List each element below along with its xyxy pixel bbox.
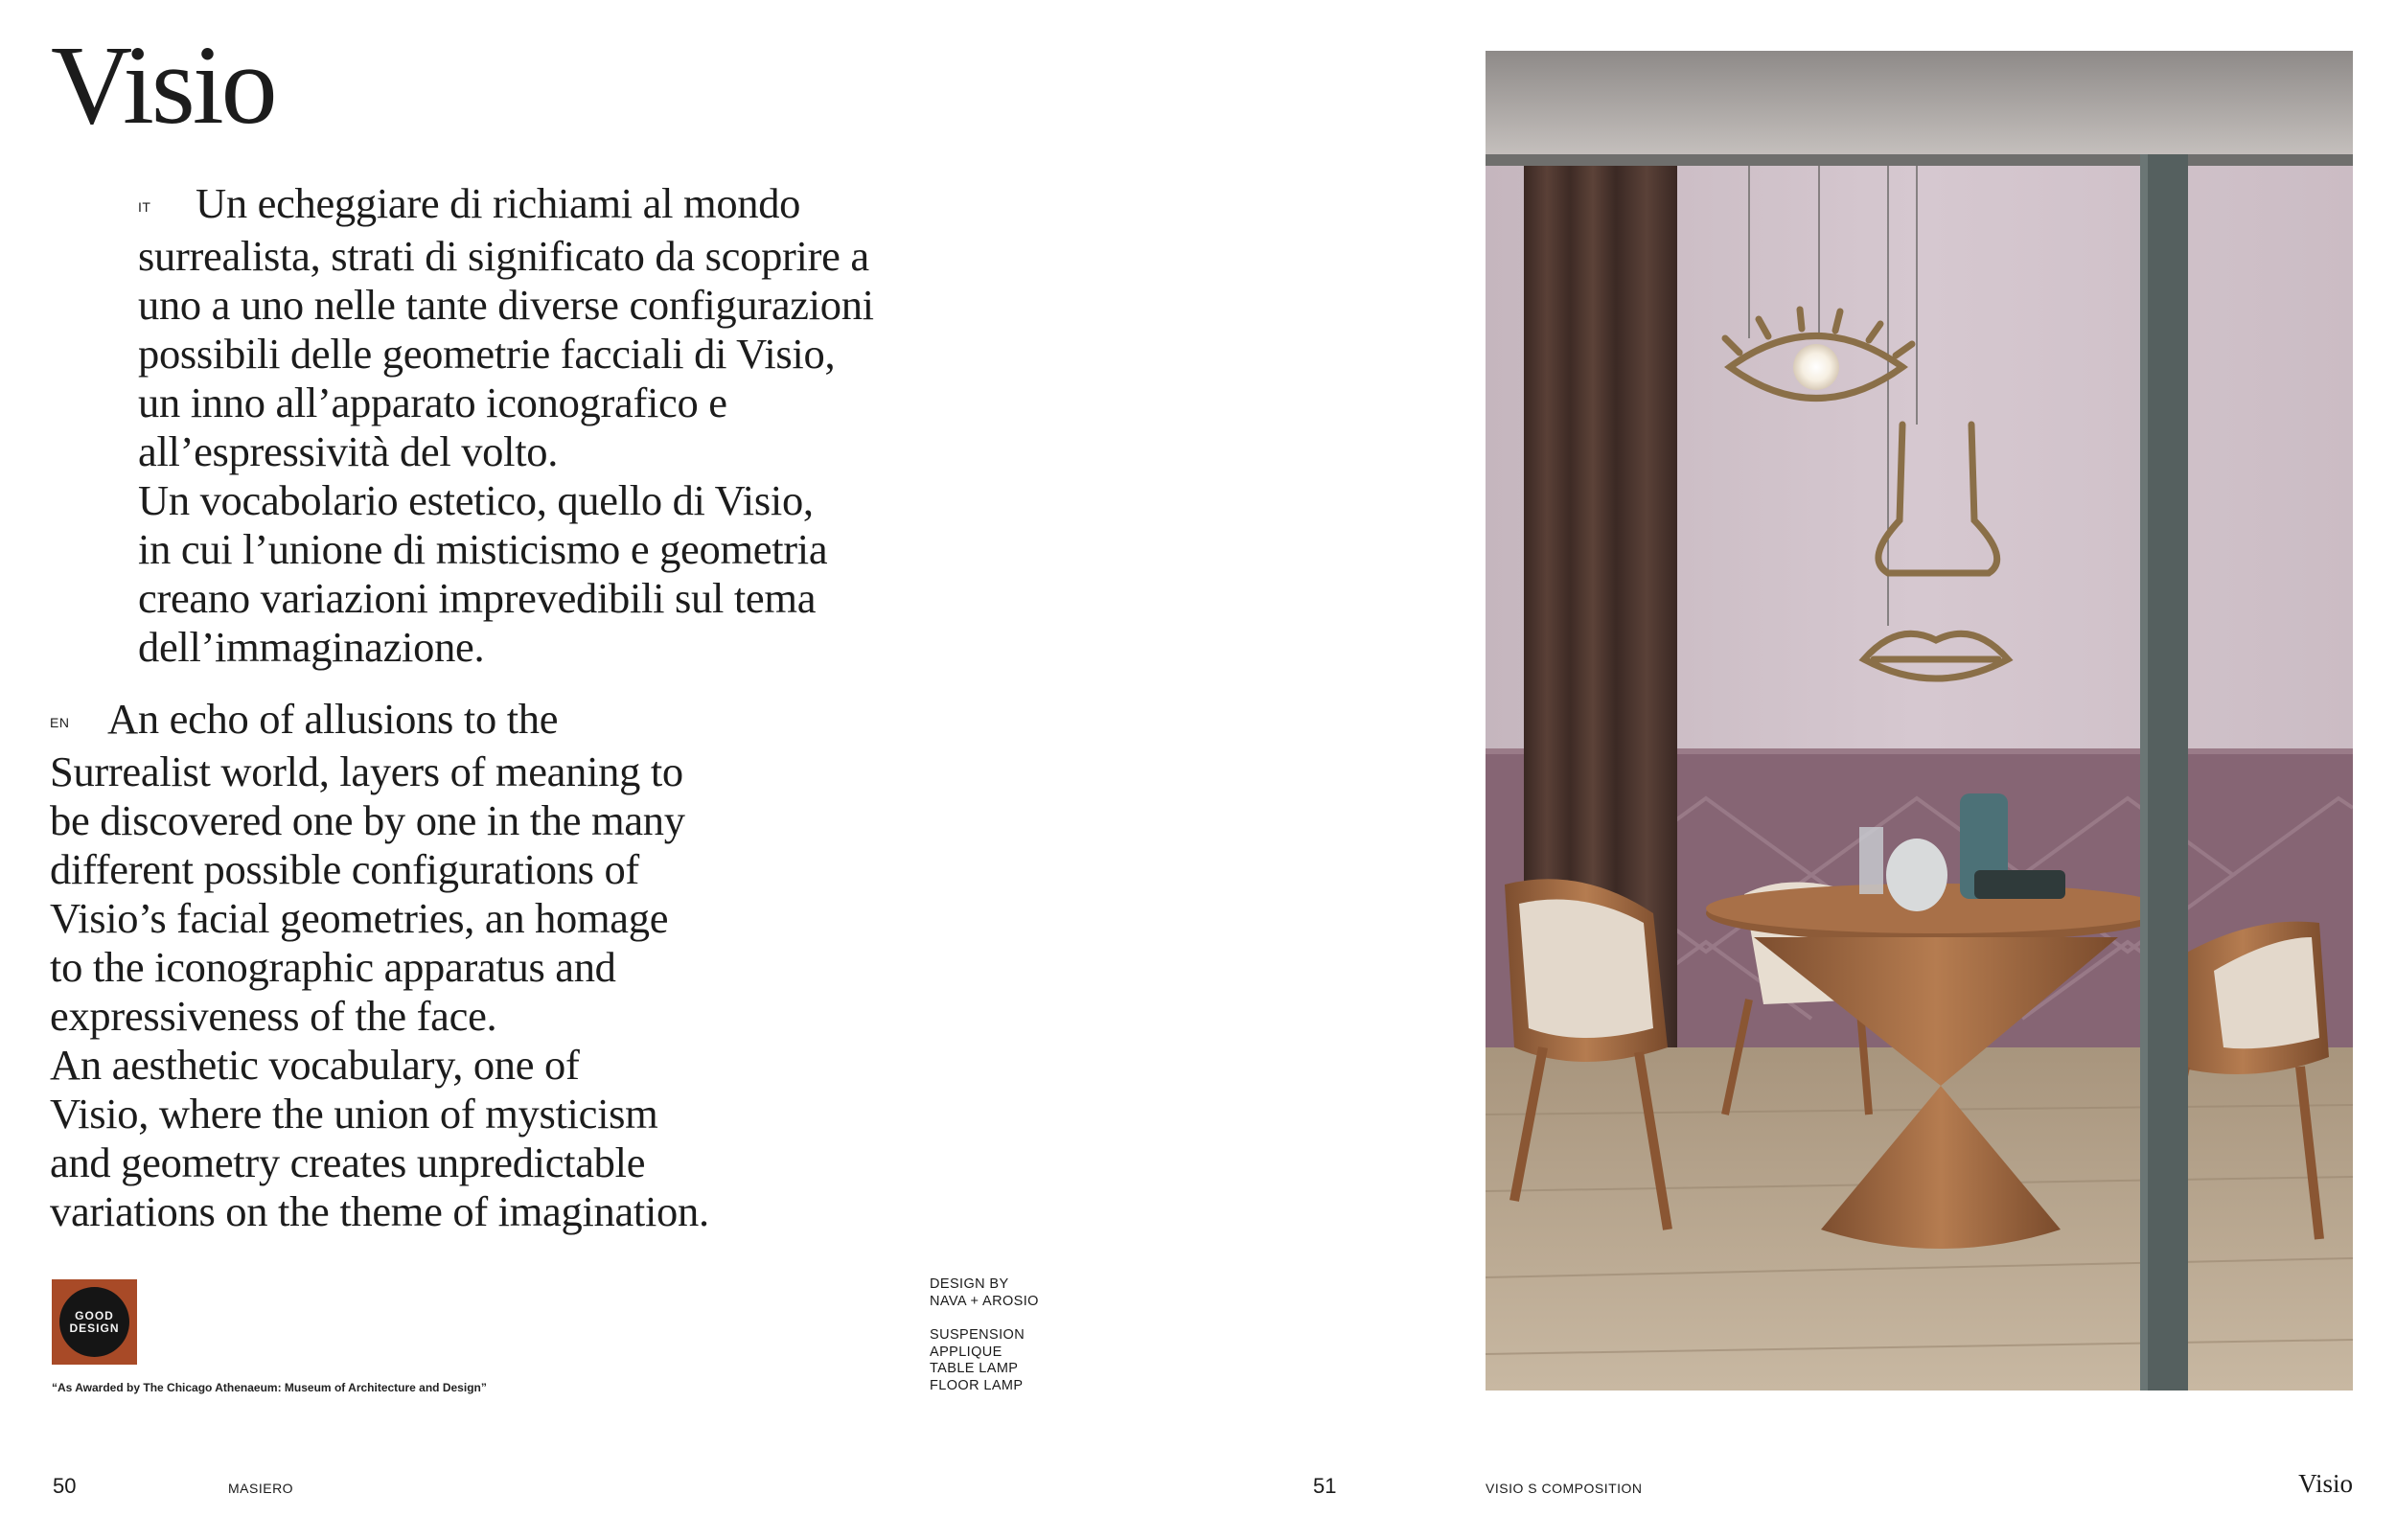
badge-text-line1: GOOD <box>75 1308 114 1322</box>
text-line <box>138 179 874 232</box>
language-label-it: IT <box>138 199 151 215</box>
footer-brand: MASIERO <box>228 1481 294 1496</box>
product-type-item: SUSPENSION <box>930 1327 1025 1343</box>
english-text-block <box>50 695 709 1236</box>
text-line: to the iconographic apparatus and <box>50 943 616 991</box>
product-type-item: APPLIQUE <box>930 1344 1002 1360</box>
text-line-content: Un echeggiare di richiami al mondo <box>196 179 801 227</box>
text-line: and geometry creates unpredictable <box>50 1138 646 1186</box>
room-photo <box>1486 51 2353 1391</box>
italian-text-block <box>138 179 874 672</box>
text-line: Un vocabolario estetico, quello di Visio, <box>138 476 814 524</box>
text-line: all’espressività del volto. <box>138 427 559 475</box>
good-design-logo-icon <box>59 1287 129 1357</box>
text-line: different possible configurations of <box>50 845 639 893</box>
text-line: dell’immaginazione. <box>138 623 485 671</box>
good-design-award-badge <box>52 1279 137 1365</box>
credits-designers: NAVA + AROSIO <box>930 1293 1039 1309</box>
text-line: creano variazioni imprevedibili sul tema <box>138 574 817 622</box>
text-line <box>50 695 709 747</box>
text-line: Visio, where the union of mysticism <box>50 1090 658 1138</box>
text-line: possibili delle geometrie facciali di Visio, <box>138 330 836 378</box>
text-line: expressiveness of the face. <box>50 992 497 1040</box>
badge-text-line2: DESIGN <box>69 1321 120 1335</box>
product-type-item: TABLE LAMP <box>930 1361 1019 1376</box>
text-line-content: An echo of allusions to the <box>107 695 559 743</box>
credits-label: DESIGN BY <box>930 1276 1009 1292</box>
product-type-item: FLOOR LAMP <box>930 1377 1024 1393</box>
text-line: surrealista, strati di significato da scoprire a <box>138 232 869 280</box>
award-caption: “As Awarded by The Chicago Athenaeum: Museum of Architecture and Design” <box>52 1381 487 1394</box>
text-line: uno a uno nelle tante diverse configurazioni <box>138 281 874 329</box>
text-line: Surrealist world, layers of meaning to <box>50 747 683 795</box>
footer-section-title: Visio <box>2298 1469 2353 1498</box>
design-credits <box>930 1276 1039 1310</box>
text-line: in cui l’unione di misticismo e geometria <box>138 525 828 573</box>
text-line: be discovered one by one in the many <box>50 796 685 844</box>
product-types-list <box>930 1327 1025 1394</box>
photo-illustration <box>1486 51 2353 1391</box>
photo-caption: VISIO S COMPOSITION <box>1486 1481 1643 1496</box>
language-label-en: EN <box>50 715 70 730</box>
page-number-left: 50 <box>53 1474 77 1498</box>
text-line: variations on the theme of imagination. <box>50 1187 709 1235</box>
text-line: un inno all’apparato iconografico e <box>138 379 727 426</box>
text-line: Visio’s facial geometries, an homage <box>50 894 669 942</box>
text-line: An aesthetic vocabulary, one of <box>50 1041 580 1089</box>
page-title: Visio <box>51 22 275 148</box>
page-number-right: 51 <box>1313 1474 1337 1498</box>
